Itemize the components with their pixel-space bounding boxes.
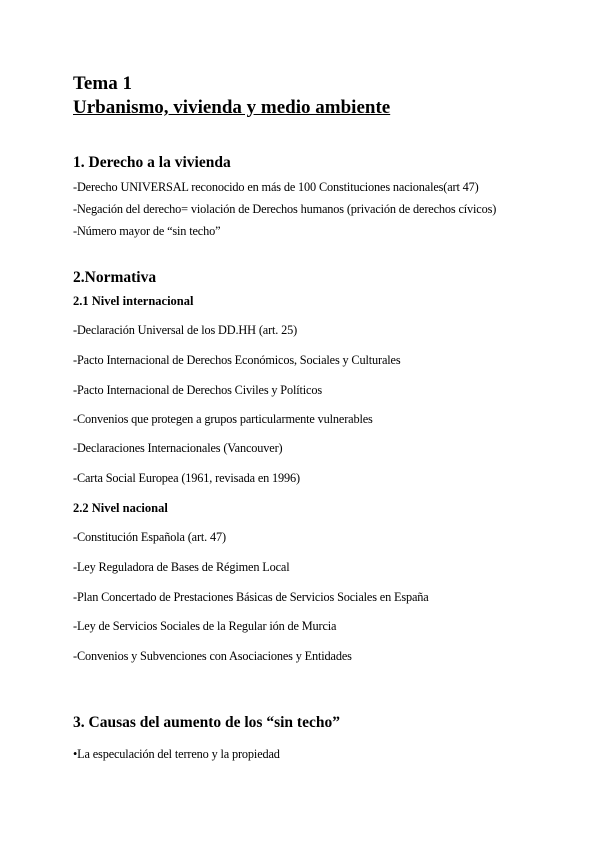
- list-item: -Convenios que protegen a grupos particularmente vulnerables: [73, 412, 373, 426]
- doc-subtitle: Urbanismo, vivienda y medio ambiente: [73, 97, 391, 118]
- list-item: -Negación del derecho= violación de Derechos humanos (privación de derechos cívicos): [73, 202, 497, 216]
- list-item: •La especulación del terreno y la propiedad: [73, 747, 280, 761]
- list-item: -Pacto Internacional de Derechos Económicos, Sociales y Culturales: [73, 353, 401, 367]
- subsection-heading-nivel-internacional: 2.1 Nivel internacional: [73, 294, 194, 308]
- list-item: -Pacto Internacional de Derechos Civiles y Políticos: [73, 383, 322, 397]
- list-item: -Número mayor de “sin techo”: [73, 224, 221, 238]
- subsection-heading-nivel-nacional: 2.2 Nivel nacional: [73, 501, 168, 515]
- list-item: -Carta Social Europea (1961, revisada en 1996): [73, 471, 300, 485]
- list-item: -Plan Concertado de Prestaciones Básicas de Servicios Sociales en España: [73, 590, 429, 604]
- list-item: -Constitución Española (art. 47): [73, 530, 226, 544]
- list-item: -Ley Reguladora de Bases de Régimen Local: [73, 560, 290, 574]
- list-item: -Declaración Universal de los DD.HH (art. 25): [73, 323, 298, 337]
- section-heading-derecho-vivienda: 1. Derecho a la vivienda: [73, 154, 231, 171]
- list-item: -Declaraciones Internacionales (Vancouver): [73, 441, 283, 455]
- list-item: -Ley de Servicios Sociales de la Regular ión de Murcia: [73, 619, 337, 633]
- list-item: -Derecho UNIVERSAL reconocido en más de 100 Constituciones nacionales(art 47): [73, 180, 479, 194]
- section-heading-normativa: 2.Normativa: [73, 269, 157, 286]
- list-item: -Convenios y Subvenciones con Asociaciones y Entidades: [73, 649, 352, 663]
- doc-title: Tema 1: [73, 73, 132, 94]
- section-heading-causas: 3. Causas del aumento de los “sin techo”: [73, 714, 340, 731]
